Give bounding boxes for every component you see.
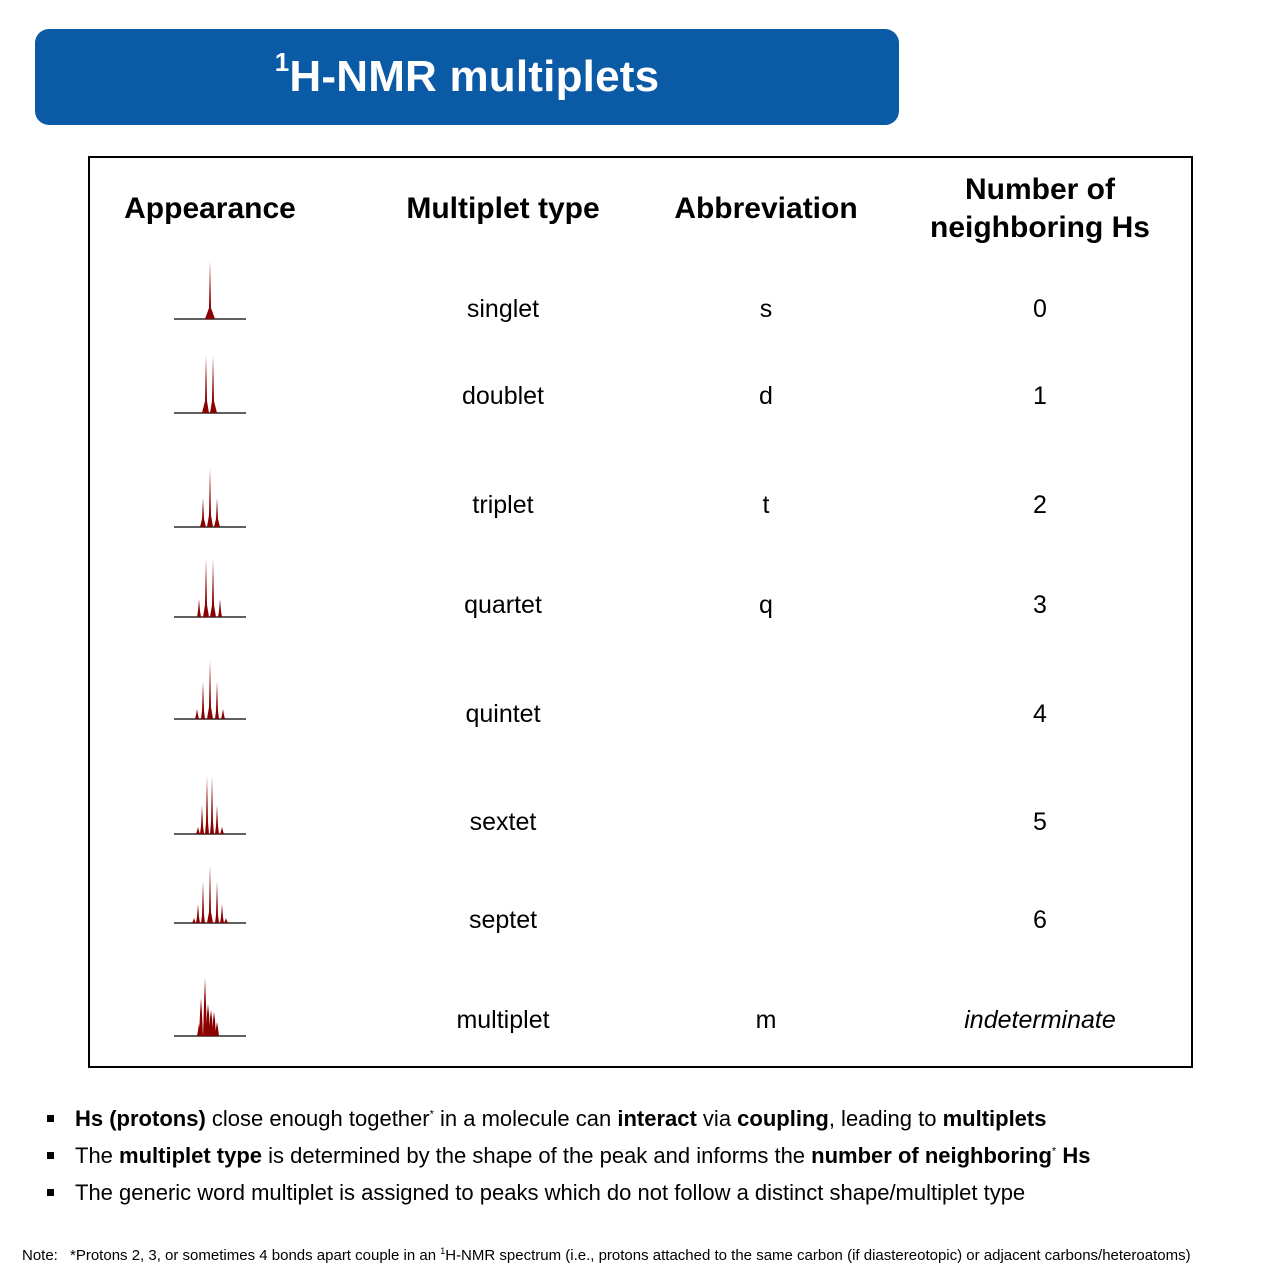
bullet-text: The generic word multiplet is assigned to peaks which do not follow a distinct shape/multiplet type bbox=[75, 1180, 1026, 1205]
sextet-spectrum-graphic bbox=[174, 772, 246, 842]
bullet-list bbox=[44, 1100, 1264, 1211]
multiplet-spectrum bbox=[174, 974, 246, 1044]
row-triplet-abbr: t bbox=[762, 491, 770, 519]
row-doublet-type: doublet bbox=[461, 382, 545, 410]
septet-spectrum bbox=[174, 862, 246, 932]
footnote-marker: * bbox=[429, 1108, 434, 1121]
row-sextet-neighbors: 5 bbox=[1033, 808, 1047, 836]
row-multiplet-abbr: m bbox=[755, 1006, 777, 1034]
sextet-spectrum bbox=[174, 772, 246, 842]
header-neighboring-hs: Number of neighboring Hs bbox=[930, 173, 1150, 244]
bullet-bold-text: Hs bbox=[1056, 1143, 1091, 1168]
bullet-text: The bbox=[75, 1143, 120, 1168]
bullet-bold-text: interact bbox=[617, 1106, 697, 1131]
title-main: H-NMR multiplets bbox=[289, 52, 660, 101]
header-appearance: Appearance bbox=[124, 192, 296, 225]
footnote-marker: * bbox=[1051, 1145, 1057, 1158]
bullet-item bbox=[44, 1100, 1264, 1137]
note-label: Note: bbox=[22, 1247, 58, 1264]
row-quintet-type: quintet bbox=[465, 700, 541, 728]
row-quartet-type: quartet bbox=[464, 591, 542, 619]
row-doublet-neighbors: 1 bbox=[1033, 382, 1047, 410]
singlet-spectrum-graphic bbox=[174, 258, 246, 328]
bullet-text: , leading to bbox=[828, 1106, 943, 1131]
row-triplet-type: triplet bbox=[472, 491, 534, 519]
row-septet-neighbors: 6 bbox=[1033, 906, 1047, 934]
row-doublet-abbr: d bbox=[759, 382, 773, 410]
row-triplet-neighbors: 2 bbox=[1033, 491, 1047, 519]
bullet-text: is determined by the shape of the peak and informs the bbox=[262, 1143, 812, 1168]
doublet-spectrum bbox=[174, 351, 246, 421]
singlet-spectrum bbox=[174, 258, 246, 328]
multiplet-spectrum-graphic bbox=[174, 974, 246, 1044]
row-multiplet-neighbors: indeterminate bbox=[964, 1006, 1116, 1034]
footnote bbox=[22, 1246, 1272, 1266]
quartet-spectrum-graphic bbox=[174, 555, 246, 625]
bullet-bold-text: multiplets bbox=[942, 1106, 1047, 1131]
bullet-bold-text: number of neighboring bbox=[811, 1143, 1052, 1168]
bullet-bold-text: Hs (protons) bbox=[75, 1106, 206, 1131]
triplet-spectrum-graphic bbox=[174, 465, 246, 535]
bullet-text: close enough together bbox=[205, 1106, 430, 1131]
row-quartet-neighbors: 3 bbox=[1033, 591, 1047, 619]
title-banner bbox=[35, 29, 899, 125]
row-sextet-type: sextet bbox=[469, 808, 537, 836]
note-superscript: 1 bbox=[440, 1246, 446, 1256]
note-text: H-NMR spectrum (i.e., protons attached to the same carbon (if diastereotopic) or adjacent carbons/heteroatoms) bbox=[445, 1247, 1191, 1264]
bullet-item bbox=[44, 1137, 1264, 1174]
multiplet-table bbox=[88, 156, 1193, 1068]
row-septet-type: septet bbox=[468, 906, 538, 934]
row-quintet-neighbors: 4 bbox=[1033, 700, 1047, 728]
bullet-bold-text: coupling bbox=[737, 1106, 829, 1131]
bullet-text: in a molecule can bbox=[433, 1106, 618, 1131]
bullet-text: via bbox=[696, 1106, 738, 1131]
row-singlet-abbr: s bbox=[759, 295, 773, 323]
row-singlet-neighbors: 0 bbox=[1033, 295, 1047, 323]
bullet-bold-text: multiplet type bbox=[119, 1143, 263, 1168]
doublet-spectrum-graphic bbox=[174, 351, 246, 421]
row-quartet-abbr: q bbox=[759, 591, 773, 619]
note-text: *Protons 2, 3, or sometimes 4 bonds apart couple in an bbox=[70, 1247, 441, 1264]
header-abbreviation: Abbreviation bbox=[674, 192, 858, 225]
title-superscript: 1 bbox=[274, 47, 290, 78]
quartet-spectrum bbox=[174, 555, 246, 625]
row-singlet-type: singlet bbox=[466, 295, 540, 323]
triplet-spectrum bbox=[174, 465, 246, 535]
quintet-spectrum-graphic bbox=[174, 657, 246, 727]
septet-spectrum-graphic bbox=[174, 862, 246, 932]
quintet-spectrum bbox=[174, 657, 246, 727]
bullet-item bbox=[44, 1174, 1264, 1211]
row-multiplet-type: multiplet bbox=[456, 1006, 550, 1034]
page-title bbox=[274, 47, 660, 102]
header-multiplet-type: Multiplet type bbox=[406, 192, 600, 225]
